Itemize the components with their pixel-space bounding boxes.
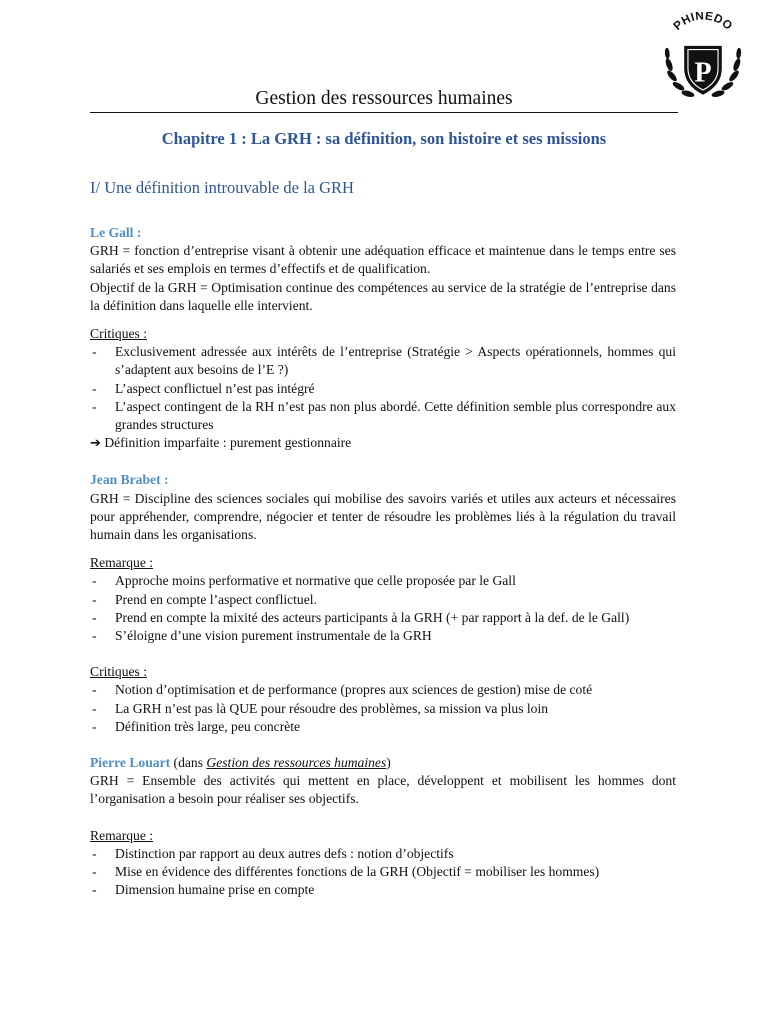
author-pierre-louart: Pierre Louart xyxy=(90,755,171,771)
arrow-right-icon: ➔ xyxy=(90,436,101,452)
pierre-louart-remarque-label: Remarque : xyxy=(90,827,154,843)
chapter-title: Chapitre 1 : La GRH : sa définition, son histoire et ses missions xyxy=(161,129,607,148)
conclusion-text: Définition imparfaite : purement gestionnaire xyxy=(104,435,352,451)
list-item: - Distinction par rapport au deux autres defs : notion d’objectifs xyxy=(90,845,676,863)
author-pierre-louart-line xyxy=(90,754,676,772)
dans-suffix: ) xyxy=(386,755,391,771)
list-item: - Approche moins performative et normative que celle proposée par le Gall xyxy=(90,572,676,590)
list-item: - Exclusivement adressée aux intérêts de l’entreprise (Stratégie > Aspects opérationnels, hommes qui s’adaptent aux besoins de l’E ?) xyxy=(90,343,676,379)
title-divider xyxy=(90,112,678,113)
le-gall-critiques-list xyxy=(90,343,676,434)
le-gall-conclusion xyxy=(90,434,676,453)
pierre-louart-remarques-list xyxy=(90,845,676,900)
le-gall-objective: Objectif de la GRH = Optimisation continue des compétences au service de la stratégie de l’entreprise dans la définition dans laquelle elle intervient. xyxy=(90,279,676,313)
jean-brabet-remarque-label: Remarque : xyxy=(90,555,154,571)
list-item: - L’aspect contingent de la RH n’est pas non plus abordé. Cette définition semble plus correspondre aux grandes structures xyxy=(90,398,676,434)
logo-letter: P xyxy=(694,57,712,89)
le-gall-critiques-label: Critiques : xyxy=(90,326,148,342)
author-jean-brabet: Jean Brabet : xyxy=(90,472,169,488)
list-item: - Prend en compte la mixité des acteurs participants à la GRH (+ par rapport à la def. de le Gall) xyxy=(90,609,676,627)
document-title: Gestion des ressources humaines xyxy=(255,88,513,109)
list-item: - L’aspect conflictuel n’est pas intégré xyxy=(90,380,676,398)
list-item: - Dimension humaine prise en compte xyxy=(90,881,676,899)
list-item: - La GRH n’est pas là QUE pour résoudre des problèmes, sa mission va plus loin xyxy=(90,700,676,718)
svg-text:PHINEDO xyxy=(671,12,735,33)
pierre-louart-definition: GRH = Ensemble des activités qui mettent en place, développent et mobilisent les hommes dont l’organisation a besoin pour réaliser ses objectifs. xyxy=(90,773,676,807)
section-heading: I/ Une définition introuvable de la GRH xyxy=(90,178,354,197)
le-gall-definition: GRH = fonction d’entreprise visant à obtenir une adéquation efficace et maintenue dans le temps entre ses salariés et ses emplois en termes d’effectifs et de qualification. xyxy=(90,243,676,277)
list-item: - Définition très large, peu concrète xyxy=(90,718,676,736)
author-le-gall: Le Gall : xyxy=(90,225,142,240)
jean-brabet-critiques-list xyxy=(90,681,676,736)
list-item: - Prend en compte l’aspect conflictuel. xyxy=(90,591,676,609)
list-item: - Notion d’optimisation et de performance (propres aux sciences de gestion) mise de coté xyxy=(90,681,676,699)
logo-text: PHINEDO xyxy=(671,12,735,33)
jean-brabet-definition: GRH = Discipline des sciences sociales qui mobilise des savoirs variés et utiles aux acteurs et nécessaires pour appréhender, comprendre, négocier et tenter de résoudre les problèmes liés à la régulation du travail humain dans les organisations. xyxy=(90,490,676,543)
list-item: - S’éloigne d’une vision purement instrumentale de la GRH xyxy=(90,627,676,645)
document-body xyxy=(90,224,676,900)
jean-brabet-critiques-label: Critiques : xyxy=(90,664,148,680)
jean-brabet-remarques-list xyxy=(90,572,676,645)
dans-prefix: (dans xyxy=(170,755,207,771)
list-item: - Mise en évidence des différentes fonctions de la GRH (Objectif = mobiliser les hommes) xyxy=(90,863,676,881)
book-title: Gestion des ressources humaines xyxy=(206,755,387,771)
